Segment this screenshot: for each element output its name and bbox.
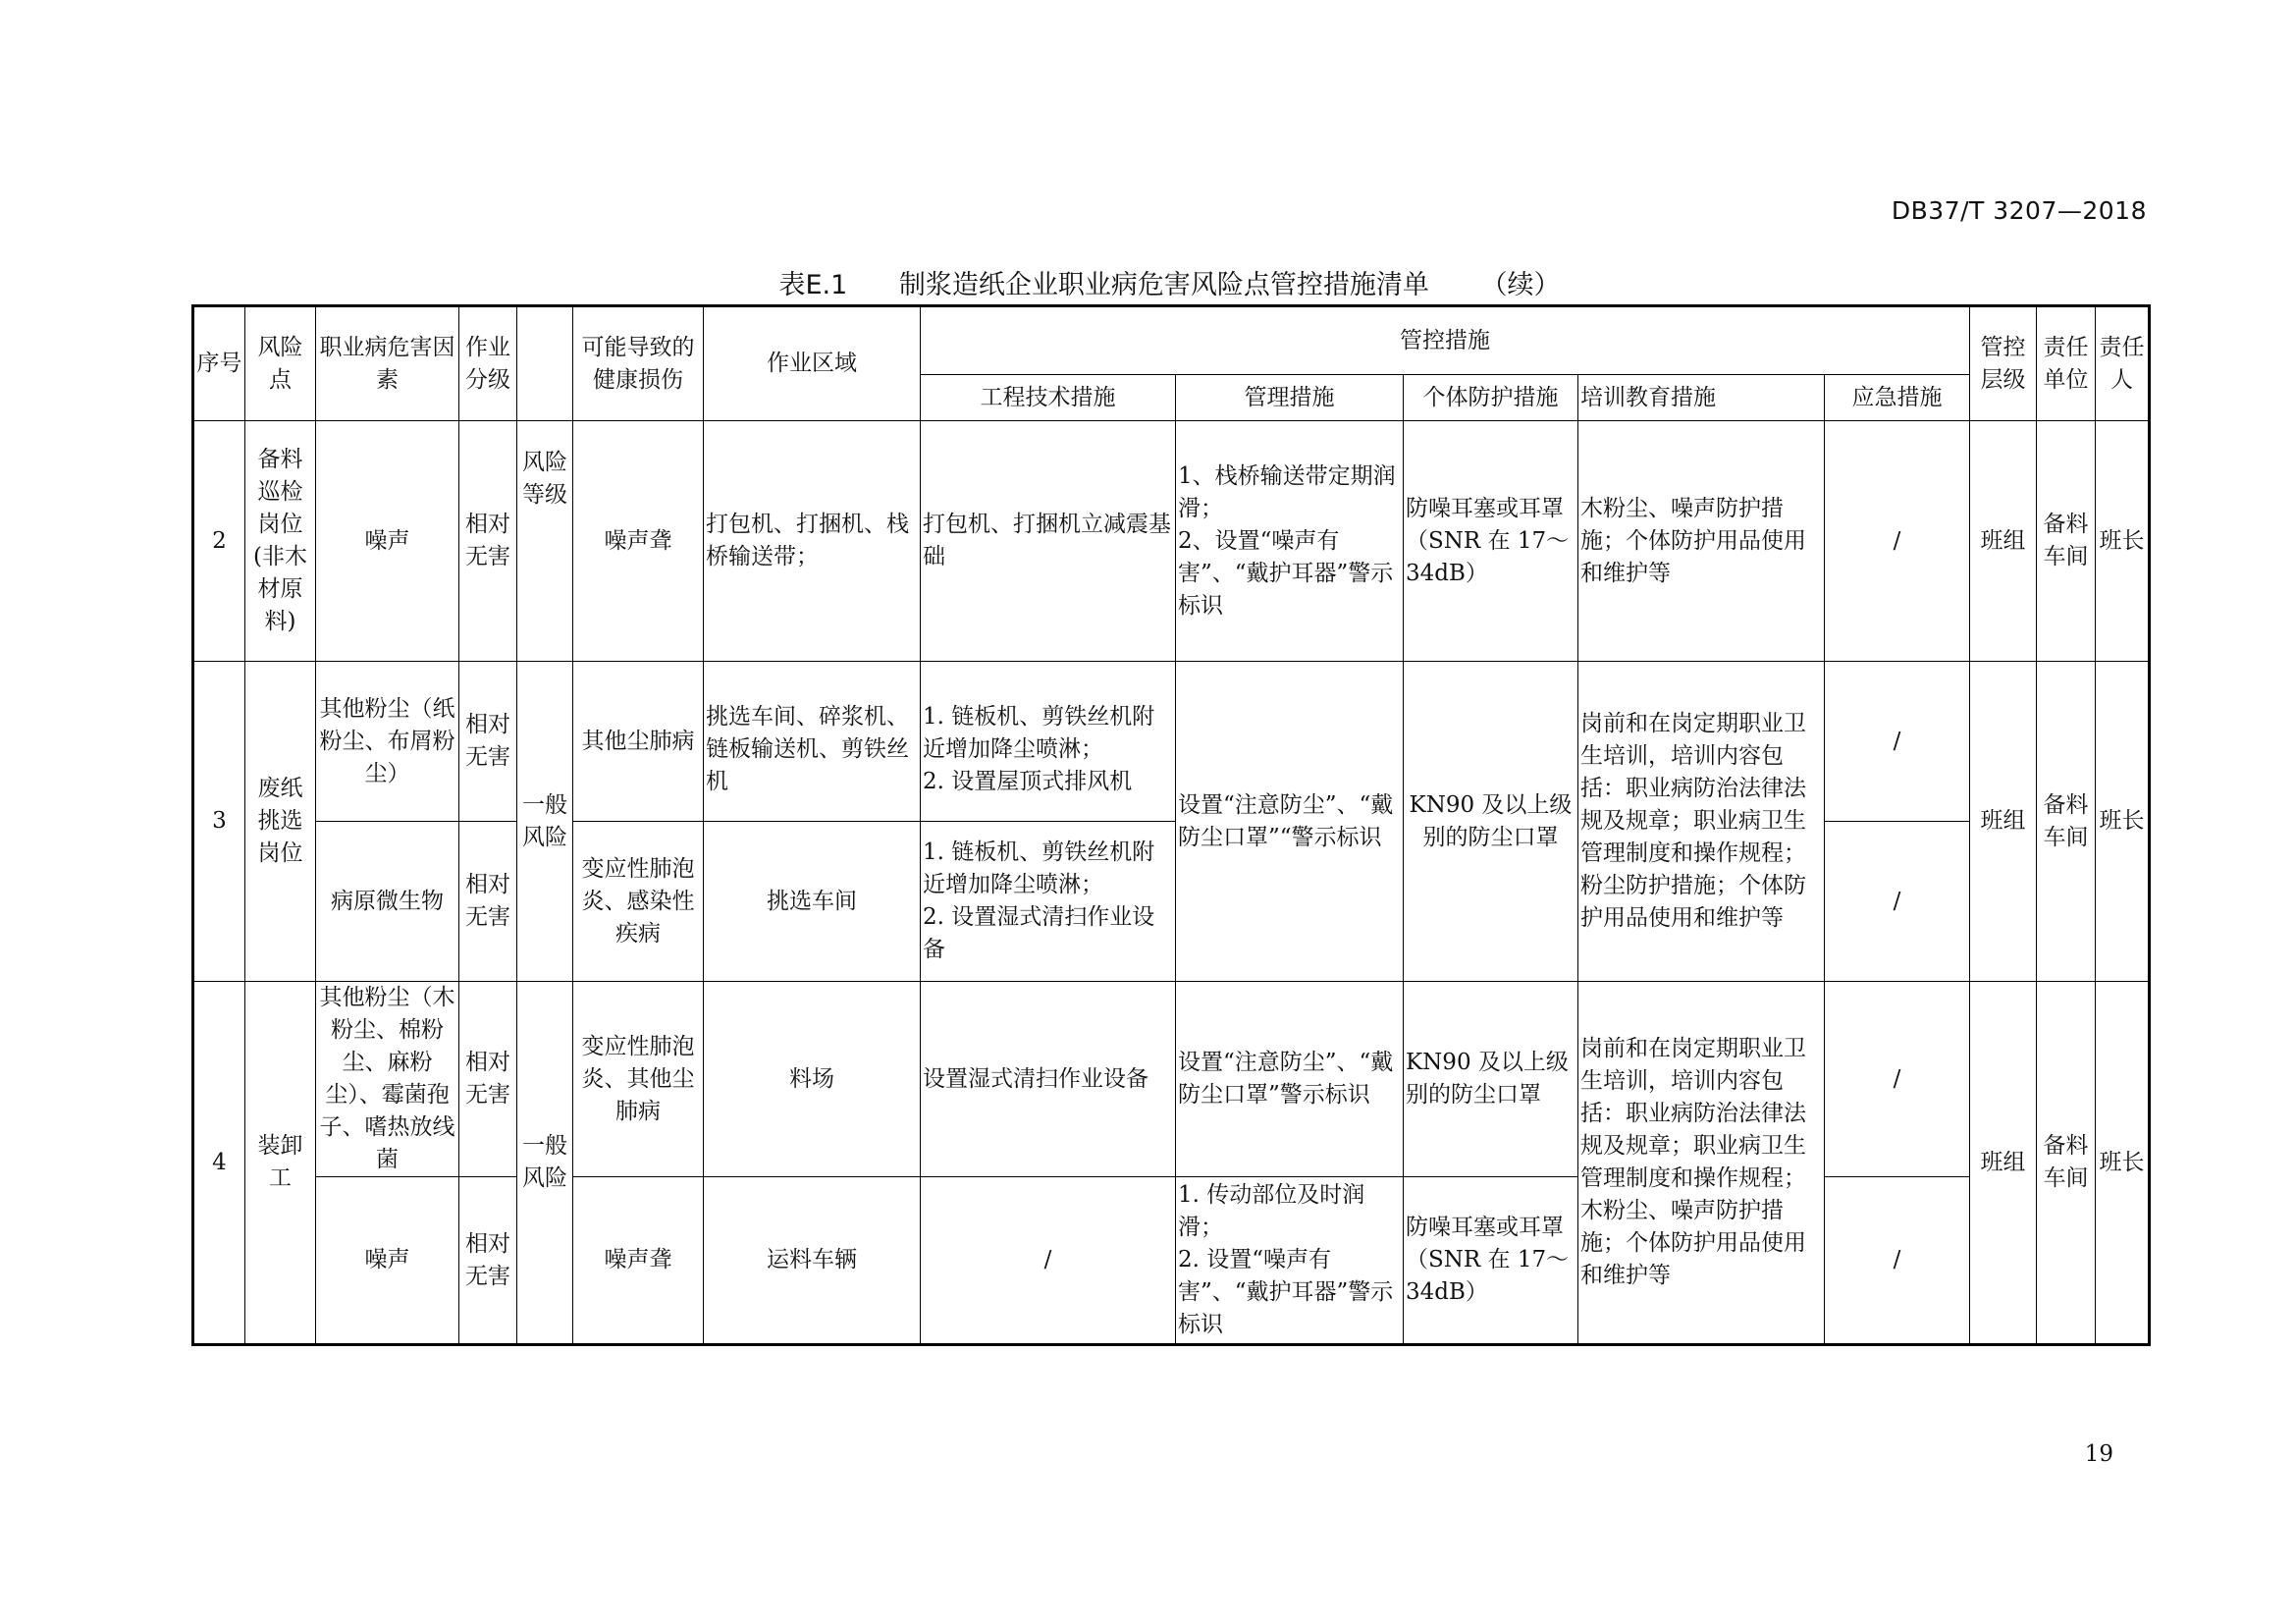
row-hazard: 其他粉尘（木粉尘、棉粉尘、麻粉尘）、霉菌孢子、嗜热放线菌: [316, 982, 459, 1177]
row-health-damage: 变应性肺泡炎、其他尘肺病: [573, 982, 704, 1177]
row-engineering: 设置湿式清扫作业设备: [921, 982, 1176, 1177]
header-engineering: 工程技术措施: [921, 375, 1176, 421]
row-training: 木粉尘、噪声防护措施；个体防护用品使用和维护等: [1578, 421, 1825, 662]
table-row: [193, 982, 2150, 1177]
row-engineering: /: [921, 1177, 1176, 1345]
table-continued: （续）: [1480, 270, 1561, 300]
row-emergency: /: [1825, 822, 1970, 982]
header-risk-level-blank: [517, 306, 573, 421]
row-ppe: 防噪耳塞或耳罩（SNR 在 17～34dB）: [1404, 421, 1578, 662]
header-resp-person: 责任人: [2096, 306, 2150, 421]
table-label: 表E.1: [778, 270, 848, 300]
row-emergency: /: [1825, 662, 1970, 822]
row-risk-level-header: 风险等级: [517, 421, 573, 662]
header-risk-point: 风险点: [245, 306, 316, 421]
row-risk-level: 一般风险: [517, 982, 573, 1345]
row-work-grade: 相对无害: [459, 982, 517, 1177]
row-management: 设置“注意防尘”、“戴防尘口罩”“警示标识: [1176, 662, 1404, 982]
header-management: 管理措施: [1176, 375, 1404, 421]
row-work-grade: 相对无害: [459, 822, 517, 982]
header-training: 培训教育措施: [1578, 375, 1825, 421]
row-ppe: 防噪耳塞或耳罩（SNR 在 17～34dB）: [1404, 1177, 1578, 1345]
row-ppe: KN90 及以上级别的防尘口罩: [1404, 982, 1578, 1177]
row-hazard: 其他粉尘（纸粉尘、布屑粉尘）: [316, 662, 459, 822]
document-code: DB37/T 3207—2018: [1891, 196, 2147, 225]
row-engineering: 1. 链板机、剪铁丝机附近增加降尘喷淋； 2. 设置屋顶式排风机: [921, 662, 1176, 822]
row-work-area: 挑选车间: [704, 822, 921, 982]
row-resp-person: 班长: [2096, 421, 2150, 662]
header-seq: 序号: [193, 306, 245, 421]
row-resp-unit: 备料车间: [2037, 421, 2096, 662]
header-health-damage: 可能导致的健康损伤: [573, 306, 704, 421]
page-number: 19: [2084, 1441, 2113, 1467]
row-seq: 3: [193, 662, 245, 982]
row-engineering: 1. 链板机、剪铁丝机附近增加降尘喷淋； 2. 设置湿式清扫作业设备: [921, 822, 1176, 982]
header-control-level: 管控层级: [1970, 306, 2037, 421]
row-health-damage: 变应性肺泡炎、感染性疾病: [573, 822, 704, 982]
row-health-damage: 噪声聋: [573, 1177, 704, 1345]
row-health-damage: 其他尘肺病: [573, 662, 704, 822]
row-risk-level: 一般风险: [517, 662, 573, 982]
row-health-damage: 噪声聋: [573, 421, 704, 662]
row-hazard: 噪声: [316, 421, 459, 662]
row-work-grade: 相对无害: [459, 1177, 517, 1345]
control-measures-table: [191, 304, 2151, 1346]
table-row: [193, 662, 2150, 822]
row-emergency: /: [1825, 982, 1970, 1177]
header-work-area: 作业区域: [704, 306, 921, 421]
row-work-grade: 相对无害: [459, 421, 517, 662]
row-resp-person: 班长: [2096, 982, 2150, 1345]
row-control-level: 班组: [1970, 662, 2037, 982]
header-work-grade: 作业分级: [459, 306, 517, 421]
row-management: 1、栈桥输送带定期润滑； 2、设置“噪声有害”、“戴护耳器”警示标识: [1176, 421, 1404, 662]
row-work-grade: 相对无害: [459, 662, 517, 822]
table-row: [193, 421, 2150, 662]
row-seq: 2: [193, 421, 245, 662]
row-resp-unit: 备料车间: [2037, 982, 2096, 1345]
row-resp-person: 班长: [2096, 662, 2150, 982]
header-emergency: 应急措施: [1825, 375, 1970, 421]
row-work-area: 挑选车间、碎浆机、链板输送机、剪铁丝机: [704, 662, 921, 822]
row-ppe: KN90 及以上级别的防尘口罩: [1404, 662, 1578, 982]
row-work-area: 运料车辆: [704, 1177, 921, 1345]
row-management: 设置“注意防尘”、“戴防尘口罩”警示标识: [1176, 982, 1404, 1177]
row-hazard: 病原微生物: [316, 822, 459, 982]
table-name: 制浆造纸企业职业病危害风险点管控措施清单: [898, 270, 1429, 300]
row-training: 岗前和在岗定期职业卫生培训，培训内容包括：职业病防治法律法规及规章；职业病卫生管理制度和操作规程；粉尘防护措施；个体防护用品使用和维护等: [1578, 662, 1825, 982]
row-training: 岗前和在岗定期职业卫生培训，培训内容包括：职业病防治法律法规及规章；职业病卫生管理制度和操作规程；木粉尘、噪声防护措施；个体防护用品使用和维护等: [1578, 982, 1825, 1345]
row-risk-point: 装卸工: [245, 982, 316, 1345]
row-work-area: 料场: [704, 982, 921, 1177]
row-management: 1. 传动部位及时润滑； 2. 设置“噪声有害”、“戴护耳器”警示标识: [1176, 1177, 1404, 1345]
row-resp-unit: 备料车间: [2037, 662, 2096, 982]
header-ppe: 个体防护措施: [1404, 375, 1578, 421]
row-seq: 4: [193, 982, 245, 1345]
row-emergency: /: [1825, 1177, 1970, 1345]
row-risk-point: 废纸挑选岗位: [245, 662, 316, 982]
header-resp-unit: 责任单位: [2037, 306, 2096, 421]
table-title: [191, 263, 2148, 301]
header-hazard: 职业病危害因素: [316, 306, 459, 421]
header-control-measures: 管控措施: [921, 306, 1970, 375]
row-engineering: 打包机、打捆机立减震基础: [921, 421, 1176, 662]
table-row: [193, 822, 2150, 982]
row-hazard: 噪声: [316, 1177, 459, 1345]
row-emergency: /: [1825, 421, 1970, 662]
row-control-level: 班组: [1970, 982, 2037, 1345]
row-risk-point: 备料巡检岗位(非木材原料): [245, 421, 316, 662]
row-control-level: 班组: [1970, 421, 2037, 662]
header-row-1: [193, 306, 2150, 375]
row-work-area: 打包机、打捆机、栈桥输送带；: [704, 421, 921, 662]
table-row: [193, 1177, 2150, 1345]
